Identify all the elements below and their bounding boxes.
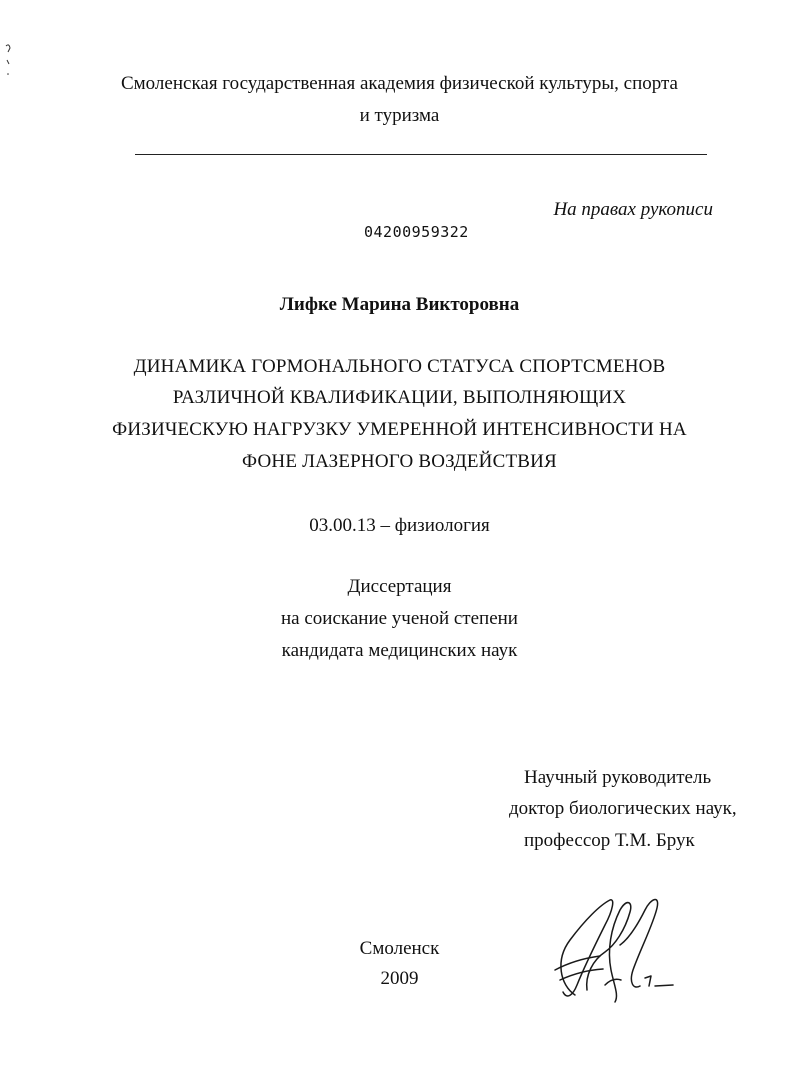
degree-line-3: кандидата медицинских наук (281, 640, 518, 661)
title-line-2: РАЗЛИЧНОЙ КВАЛИФИКАЦИИ, ВЫПОЛНЯЮЩИХ (172, 387, 627, 408)
specialty: 03.00.13 – физиология (309, 515, 490, 536)
institution-line-1: Смоленская государственная академия физической культуры, спорта (120, 73, 678, 94)
header-divider (135, 154, 707, 155)
degree-line-2: на соискание ученой степени (281, 608, 518, 629)
signature (515, 890, 675, 1015)
title-line-1: ДИНАМИКА ГОРМОНАЛЬНОГО СТАТУСА СПОРТСМЕНОВ (133, 356, 666, 377)
title-line-3: ФИЗИЧЕСКУЮ НАГРУЗКУ УМЕРЕННОЙ ИНТЕНСИВНОСТИ НА (112, 419, 687, 440)
year: 2009 (380, 968, 419, 989)
institution-line-2: и туризма (359, 105, 440, 126)
place: Смоленск (359, 938, 440, 959)
document-number: 04200959322 (364, 223, 469, 241)
manuscript-note: На правах рукописи (553, 199, 713, 220)
author-name: Лифке Марина Викторовна (279, 294, 520, 315)
supervisor-line-1: Научный руководитель (524, 767, 712, 788)
supervisor-line-2: доктор биологических наук, (509, 798, 737, 819)
degree-line-1: Диссертация (347, 576, 452, 597)
title-line-4: ФОНЕ ЛАЗЕРНОГО ВОЗДЕЙСТВИЯ (242, 451, 557, 472)
supervisor-line-3: профессор Т.М. Брук (524, 830, 695, 851)
